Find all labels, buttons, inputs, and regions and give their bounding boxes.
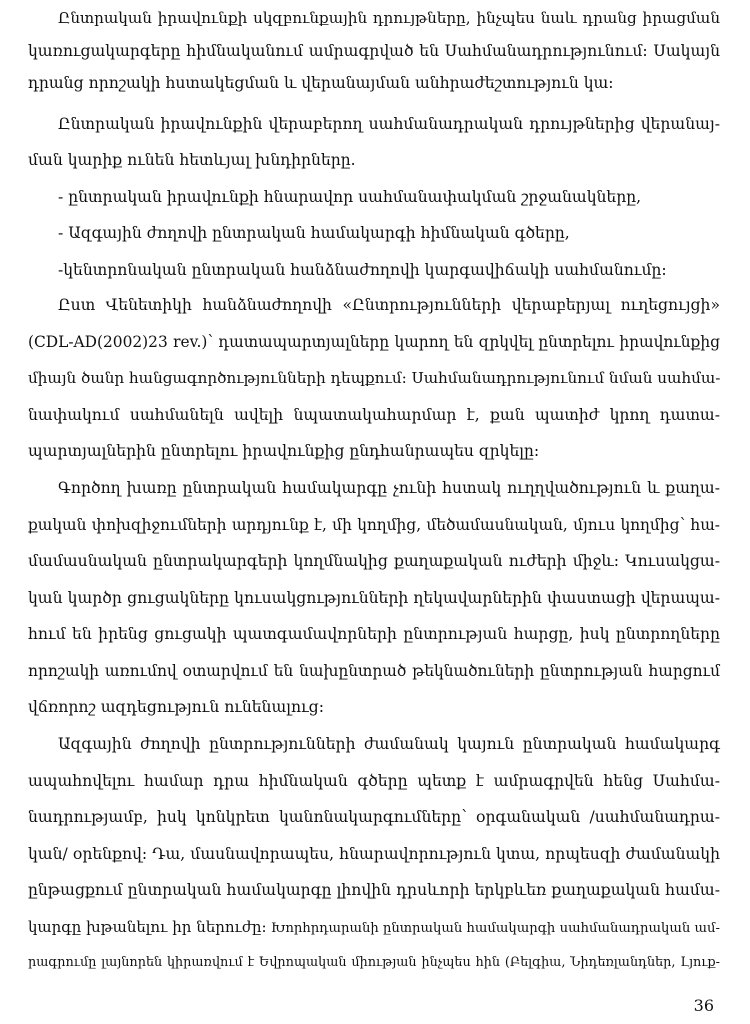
text-main: կարգը խթանելու իր ներուժը: [28,918,267,936]
text-line: ապահովելու համար դրա հիմնական գծերը պետք է ամրագրվեն հենց Սահմա- [28,772,720,790]
text-line: Ըստ Վենետիկի հանձնաժողովի «Ընտրությունների վերաբերյալ ուղեցույցի» [58,296,720,314]
list-item: - ընտրական իրավունքի հնարավոր սահմանափակման շրջանակները, [58,188,642,206]
text-line: (CDL-AD(2002)23 rev.)՝ դատապարտյալները կարող են զրկվել ընտրելու իրավունքից [28,333,720,351]
text-line: կան կարծր ցուցակները կուսակցությունների ղեկավարներին փաստացի վերապա- [28,589,720,607]
text-line: կան/ օրենքով: Դա, մասնավորապես, հնարավորություն կտա, որպեսզի ժամանակի [28,845,720,863]
text-line [28,917,720,939]
list-item: -կենտրոնական ընտրական հանձնաժողովի կարգավիճակի սահմանումը: [58,261,667,279]
text-line: նադրությամբ, իսկ կոնկրետ կանոնակարգումները՝ օրգանական /սահմանադրա- [28,808,720,826]
footnote-text: Խորհրդարանի ընտրական համակարգի սահմանադրական ամ- [266,921,720,936]
text-line: նափակում սահմանելն ավելի նպատակահարմար է, քան պատիժ կրող դատա- [28,406,720,424]
text-line: կառուցակարգերը հիմնականում ամրագրված են Սահմանադրությունում: Սակայն [28,42,720,60]
text-line: պարտյալներին ընտրելու իրավունքից ընդհանրապես զրկելը: [28,442,540,460]
text-line: Գործող խառը ընտրական համակարգը չունի հստակ ուղղվածություն և քաղա- [58,479,720,497]
list-item: - Ազգային ժողովի ընտրական համակարգի հիմնական գծերը, [58,224,570,242]
text-line: վճռորոշ ազդեցություն ունենալուց: [28,698,324,716]
page-number: 36 [693,996,714,1015]
text-line: դրանց որոշակի հստակեցման և վերանայման անհրաժեշտություն կա: [28,74,614,92]
text-line: Ընտրական իրավունքին վերաբերող սահմանադրական դրույթներից վերանայ- [58,115,720,133]
text-line: Ազգային ժողովի ընտրությունների ժամանակ կայուն ընտրական համակարգ [58,735,720,753]
text-line: ընթացքում ընտրական համակարգը լիովին դրսևորի երկբևեռ քաղաքական համա- [28,881,720,899]
text-line: միայն ծանր հանցագործությունների դեպքում: Սահմանադրությունում նման սահմա- [28,369,721,387]
text-line: որոշակի առումով օտարվում են նախընտրած թեկնածուների ընտրության հարցում [28,662,720,680]
text-line: Ընտրական իրավունքի սկզբունքային դրույթները, ինչպես նաև դրանց իրացման [58,9,720,27]
text-line: քական փոխզիջումների արդյունք է, մի կողմից, մեծամասնական, մյուս կողմից՝ հա- [28,516,720,534]
footnote-line: րագրումը լայնորեն կիրառվում է Եվրոպական միության ինչպես հին (Բելգիա, Նիդեռլանդներ, Լյուք- [28,955,720,970]
text-line: ման կարիք ունեն հետևյալ խնդիրները. [28,151,356,169]
text-line: մամասնական ընտրակարգերի կողմնակից քաղաքական ուժերի միջև: Կուսակցա- [28,552,720,570]
text-line: հում են իրենց ցուցակի պատգամավորների ընտրության հարցը, իսկ ընտրողները [28,625,720,643]
